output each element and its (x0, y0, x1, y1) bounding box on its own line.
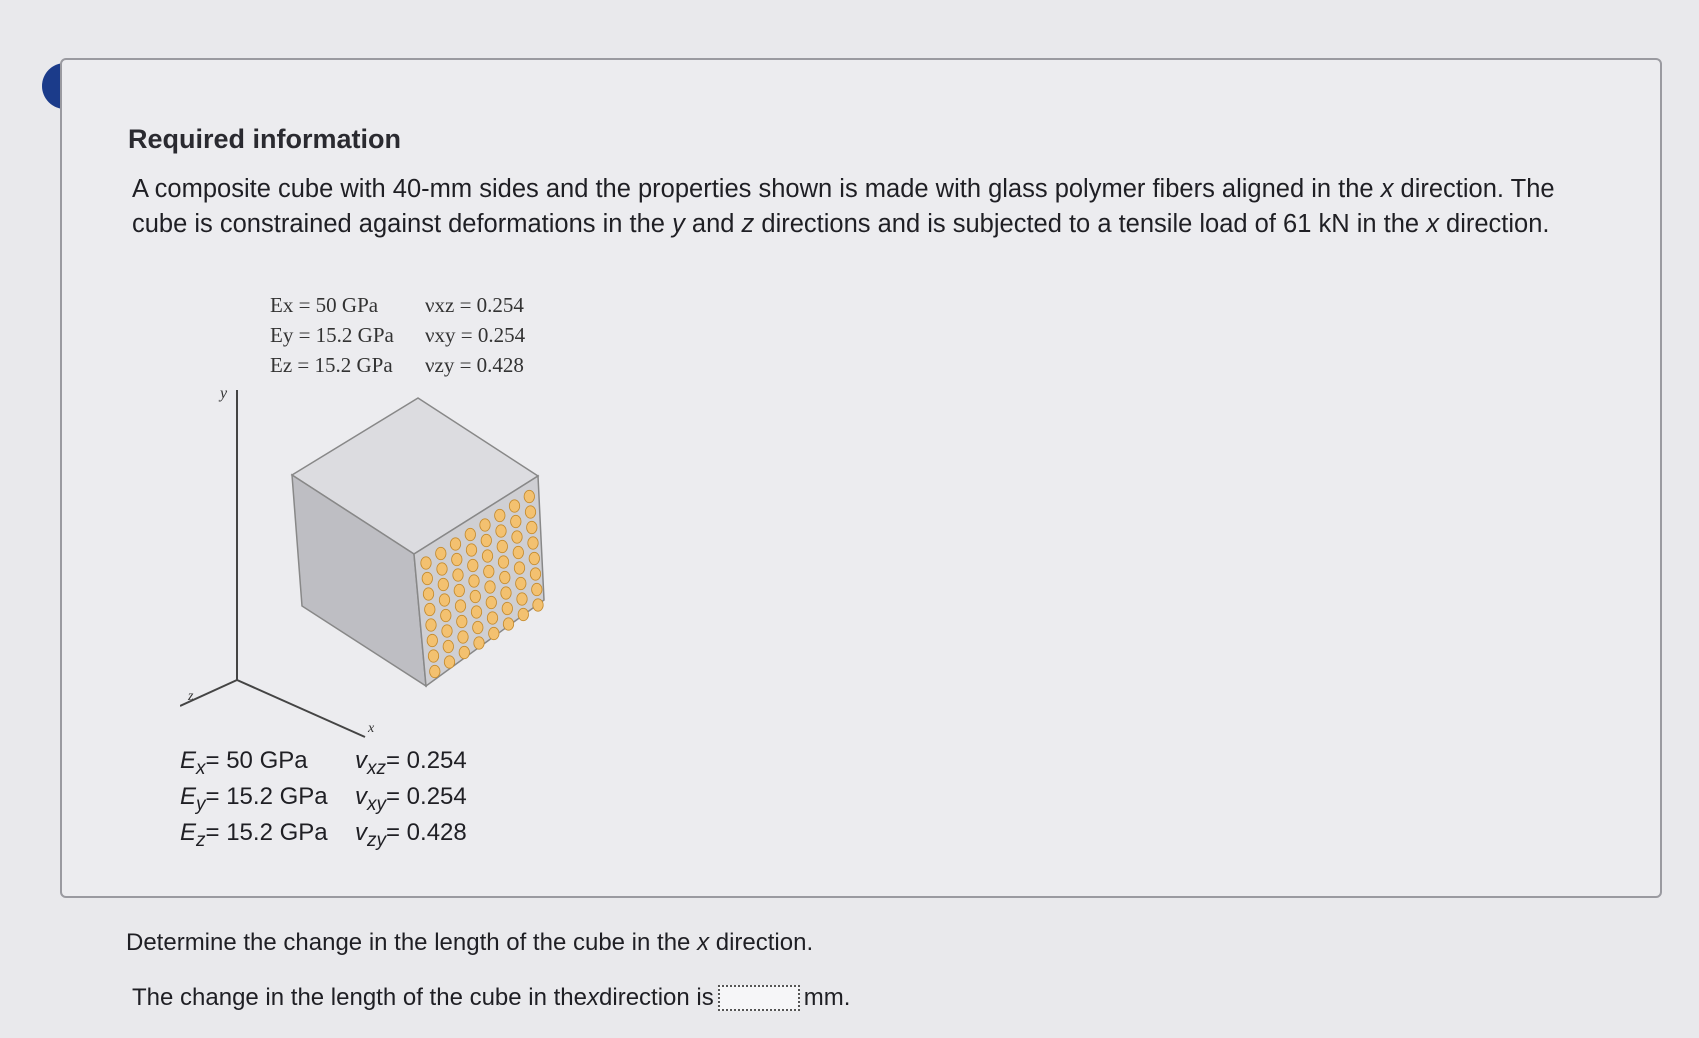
fiber-end (421, 557, 431, 569)
fiber-end (428, 650, 438, 662)
fiber-end (443, 640, 453, 652)
fiber-end (484, 565, 494, 577)
z-axis-label: z (188, 689, 194, 704)
fiber-end (489, 627, 499, 639)
figure-property-row: Ex = 50 GPa νxz = 0.254 (270, 292, 524, 317)
fiber-end (532, 583, 542, 595)
answer-line: The change in the length of the cube in the x direction is mm. (132, 984, 851, 1011)
fiber-end (439, 594, 449, 606)
fiber-end (511, 515, 521, 527)
fiber-end (458, 631, 468, 643)
fiber-end (427, 634, 437, 646)
x-axis-line (237, 680, 365, 737)
figure-property-row: Ey = 15.2 GPa νxy = 0.254 (270, 322, 526, 347)
fiber-end (530, 568, 540, 580)
fiber-end (514, 562, 524, 574)
fiber-end (529, 552, 539, 564)
fiber-end (423, 588, 433, 600)
fiber-end (487, 612, 497, 624)
fiber-end (471, 606, 481, 618)
fiber-end (485, 581, 495, 593)
figure-property-table (270, 290, 545, 380)
fiber-end (502, 602, 512, 614)
fiber-end (455, 600, 465, 612)
fiber-end (442, 625, 452, 637)
fiber-end (518, 608, 528, 620)
x-axis-label: x (368, 721, 375, 736)
fiber-end (425, 603, 435, 615)
fiber-end (525, 506, 535, 518)
fiber-end (430, 665, 440, 677)
fiber-end (466, 544, 476, 556)
question-prompt: Determine the change in the length of the cube in the x direction. (126, 929, 814, 956)
composite-cube-figure (180, 380, 580, 740)
fiber-end (498, 556, 508, 568)
fiber-end (527, 521, 537, 533)
fiber-end (444, 656, 454, 668)
fiber-end (482, 550, 492, 562)
fiber-end (486, 596, 496, 608)
fiber-end (497, 540, 507, 552)
fiber-end (474, 637, 484, 649)
fiber-end (454, 584, 464, 596)
figure-property-row: Ez = 15.2 GPa νzy = 0.428 (270, 352, 524, 377)
fiber-end (516, 577, 526, 589)
fiber-end (441, 609, 451, 621)
property-row: $E_y= 15.2$ GPa $v_{xy}= 0.254$ (180, 782, 467, 815)
fiber-end (437, 563, 447, 575)
fiber-end (470, 590, 480, 602)
fiber-end (528, 537, 538, 549)
fiber-end (512, 531, 522, 543)
fiber-end (453, 569, 463, 581)
y-axis-label: y (220, 385, 228, 402)
fiber-end (450, 538, 460, 550)
fiber-end (495, 509, 505, 521)
property-row: $E_x= 50$ GPa $v_{xz}= 0.254$ (180, 746, 467, 779)
fiber-end (465, 528, 475, 540)
answer-input[interactable] (718, 985, 800, 1011)
fiber-end (469, 575, 479, 587)
fiber-end (452, 553, 462, 565)
fiber-end (468, 559, 478, 571)
fiber-end (457, 615, 467, 627)
fiber-end (473, 621, 483, 633)
fiber-end (481, 534, 491, 546)
section-heading: Required information (128, 124, 402, 154)
fiber-end (517, 593, 527, 605)
fiber-end (500, 571, 510, 583)
fiber-end (496, 525, 506, 537)
fiber-end (501, 587, 511, 599)
property-row: $E_z= 15.2$ GPa $v_{zy}= 0.428$ (180, 818, 467, 851)
fiber-end (503, 618, 513, 630)
fiber-end (513, 546, 523, 558)
fiber-end (480, 519, 490, 531)
fiber-end (524, 490, 534, 502)
fiber-end (436, 547, 446, 559)
fiber-end (422, 572, 432, 584)
fiber-end (459, 646, 469, 658)
material-properties (180, 745, 467, 853)
fiber-end (533, 599, 543, 611)
fiber-end (438, 578, 448, 590)
problem-statement: A composite cube with 40-mm sides and the properties shown is made with glass polymer fibers aligned in the x direction. The cube is constrained against deformations in the y and z directions and is subjected to a tensile load of 61 kN in the x direction. (132, 175, 1555, 238)
fiber-end (426, 619, 436, 631)
fiber-end (509, 500, 519, 512)
